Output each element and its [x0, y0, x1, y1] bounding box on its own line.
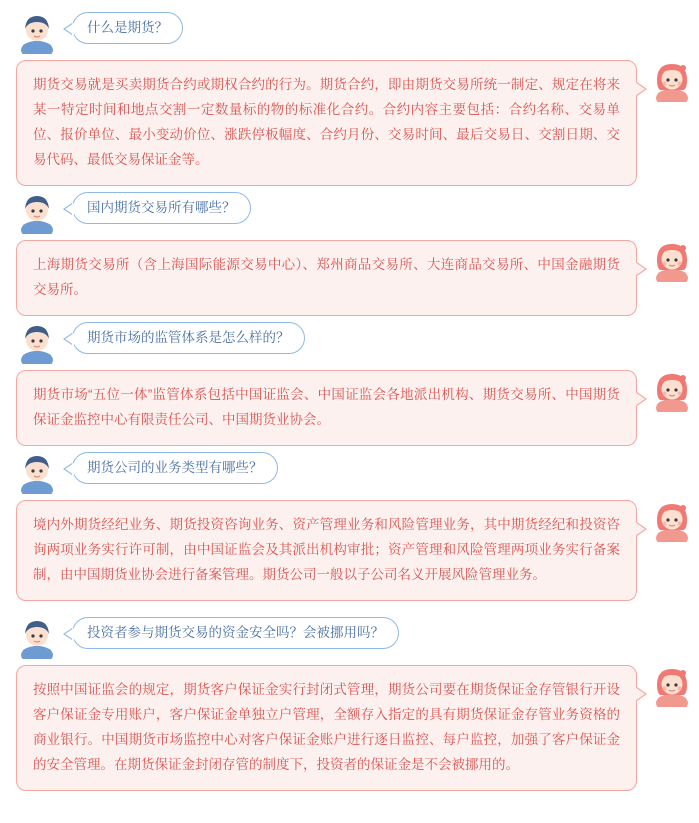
question-row: [0, 318, 699, 368]
section-spacer: [0, 603, 699, 613]
question-row: [0, 613, 699, 663]
question-bubble[interactable]: [72, 12, 183, 44]
question-text: 国内期货交易所有哪些？: [72, 192, 251, 224]
question-bubble[interactable]: [72, 192, 251, 224]
question-row: [0, 448, 699, 498]
girl-avatar-icon: [651, 240, 693, 282]
answer-row: [0, 663, 699, 793]
qa-block: [0, 188, 699, 318]
answer-text: 境内外期货经纪业务、期货投资咨询业务、资产管理业务和风险管理业务，其中期货经纪和投资咨询两项业务实行许可制，由中国证监会及其派出机构审批；资产管理和风险管理两项业务实行备案制，由中国期货业协会进行备案管理。期货公司一般以子公司名义开展风险管理业务。: [16, 500, 637, 601]
answer-text: 期货市场“五位一体”监管体系包括中国证监会、中国证监会各地派出机构、期货交易所、中国期货保证金监控中心有限责任公司、中国期货业协会。: [16, 370, 637, 446]
boy-avatar-icon: [16, 617, 58, 659]
girl-avatar-icon: [651, 500, 693, 542]
answer-text: 期货交易就是买卖期货合约或期权合约的行为。期货合约，即由期货交易所统一制定、规定在将来某一特定时间和地点交割一定数量标的物的标准化合约。合约内容主要包括：合约名称、交易单位、报价单位、最小变动价位、涨跌停板幅度、合约月份、交易时间、最后交易日、交割日期、交易代码、最低交易保证金等。: [16, 60, 637, 186]
qa-block: [0, 613, 699, 793]
question-text: 期货市场的监管体系是怎么样的？: [72, 322, 305, 354]
answer-text: 上海期货交易所（含上海国际能源交易中心）、郑州商品交易所、大连商品交易所、中国金融期货交易所。: [16, 240, 637, 316]
boy-avatar-icon: [16, 452, 58, 494]
girl-avatar-icon: [651, 60, 693, 102]
answer-bubble[interactable]: [16, 665, 637, 791]
answer-text: 按照中国证监会的规定，期货客户保证金实行封闭式管理，期货公司要在期货保证金存管银行开设客户保证金专用账户，客户保证金单独立户管理，全额存入指定的具有期货保证金存管业务资格的商业银行。中国期货市场监控中心对客户保证金账户进行逐日监控、每户监控，加强了客户保证金的安全管理。在期货保证金封闭存管的制度下，投资者的保证金是不会被挪用的。: [16, 665, 637, 791]
boy-avatar-icon: [16, 192, 58, 234]
question-bubble[interactable]: [72, 452, 278, 484]
girl-avatar-icon: [651, 370, 693, 412]
question-row: [0, 188, 699, 238]
answer-row: [0, 498, 699, 603]
question-text: 投资者参与期货交易的资金安全吗？会被挪用吗？: [72, 617, 399, 649]
qa-block: [0, 8, 699, 188]
answer-bubble[interactable]: [16, 370, 637, 446]
question-bubble[interactable]: [72, 322, 305, 354]
boy-avatar-icon: [16, 322, 58, 364]
answer-row: [0, 58, 699, 188]
answer-bubble[interactable]: [16, 500, 637, 601]
question-row: [0, 8, 699, 58]
question-bubble[interactable]: [72, 617, 399, 649]
answer-bubble[interactable]: [16, 60, 637, 186]
question-text: 什么是期货？: [72, 12, 183, 44]
answer-bubble[interactable]: [16, 240, 637, 316]
boy-avatar-icon: [16, 12, 58, 54]
qa-block: [0, 318, 699, 448]
answer-row: [0, 238, 699, 318]
question-text: 期货公司的业务类型有哪些？: [72, 452, 278, 484]
girl-avatar-icon: [651, 665, 693, 707]
answer-row: [0, 368, 699, 448]
qa-block: [0, 448, 699, 603]
